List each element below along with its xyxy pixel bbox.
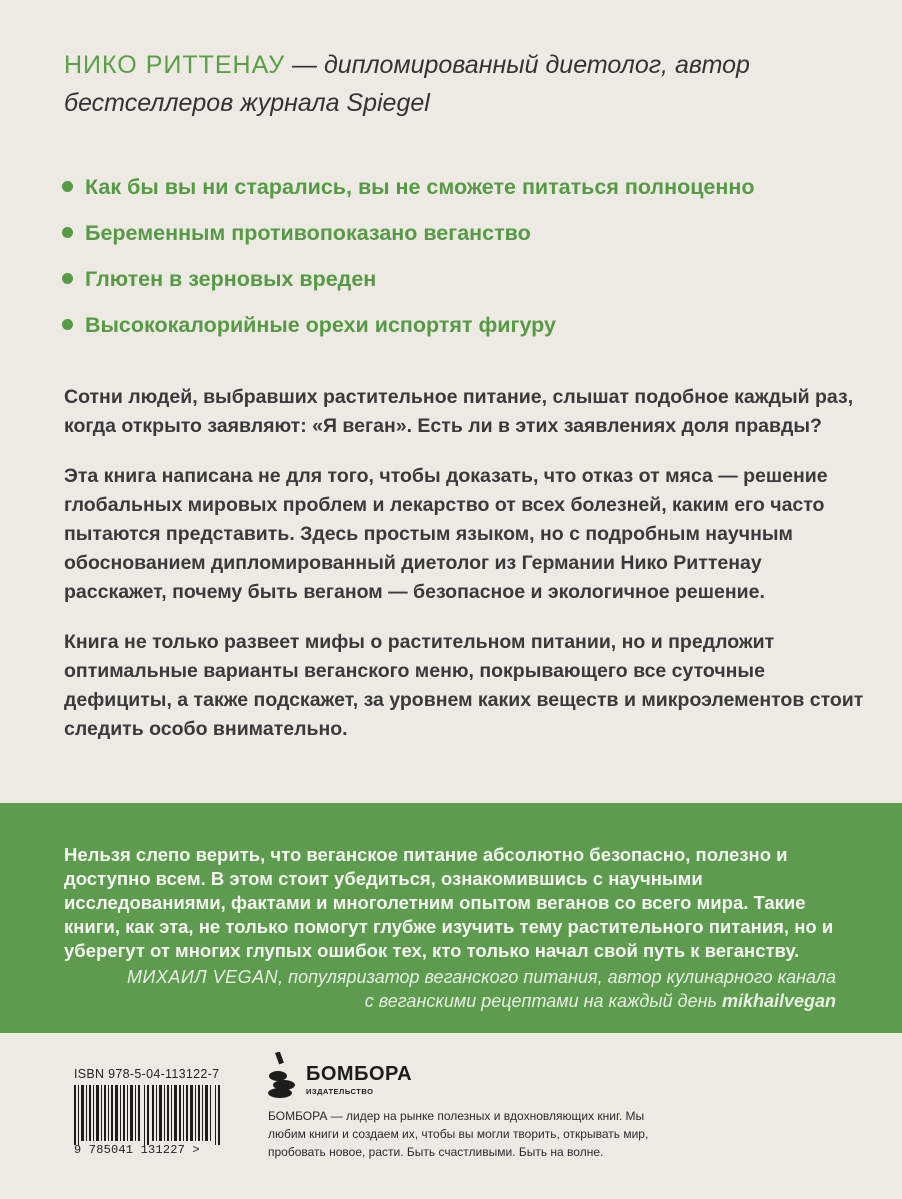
author-block bbox=[64, 46, 864, 122]
testimonial-author-name: МИХАИЛ VEGAN bbox=[127, 967, 279, 987]
publisher-logo-text: БОМБОРА bbox=[306, 1063, 413, 1085]
testimonial-author-handle: mikhailvegan bbox=[721, 991, 836, 1011]
author-description: — дипломированный диетолог, автор bbox=[292, 51, 750, 79]
author-name: НИКО РИТТЕНАУ bbox=[64, 51, 286, 79]
barcode-digits: 9 785041 131227 > bbox=[74, 1143, 200, 1157]
description-paragraph: Эта книга написана не для того, чтобы доказать, что отказ от мяса — решение глобальных мировых проблем и лекарство от всех болезней, каким его часто пытаются представить. Здесь простым языком, но с подробным научным обоснованием дипломированный диетолог из Германии Нико Риттенау расскажет, почему быть веганом — безопасное и экологичное решение. bbox=[64, 465, 828, 603]
barcode bbox=[74, 1085, 224, 1145]
testimonial-band bbox=[0, 803, 902, 1033]
bullet-dot-icon bbox=[62, 319, 73, 330]
publisher-blurb: БОМБОРА — лидер на рынке полезных и вдохновляющих книг. Мы любим книги и создаем их, чтобы вы могли творить, открывать мир, пробовать новое, расти. Быть счастливыми. Быть на волне. bbox=[268, 1109, 649, 1159]
bullet-dot-icon bbox=[62, 181, 73, 192]
myths-list bbox=[62, 168, 862, 352]
testimonial-author: МИХАИЛ VEGAN, популяризатор веганского питания, автор кулинарного канала с веганскими рецептами на каждый день mikhailvegan bbox=[127, 967, 836, 1011]
publisher-logo-subtitle: ИЗДАТЕЛЬСТВО bbox=[306, 1087, 374, 1096]
myth-item: Высококалорийные орехи испортят фигуру bbox=[62, 306, 862, 352]
bombora-logo-icon bbox=[268, 1052, 302, 1098]
bullet-dot-icon bbox=[62, 273, 73, 284]
description-paragraph: Книга не только развеет мифы о растительном питании, но и предложит оптимальные варианты веганского меню, покрывающего все суточные дефициты, а также подскажет, за уровнем каких веществ и микроэлементов стоит следить особо внимательно. bbox=[64, 631, 864, 740]
description bbox=[64, 383, 864, 765]
bullet-dot-icon bbox=[62, 227, 73, 238]
author-description-line2: бестселлеров журнала Spiegel bbox=[64, 89, 430, 117]
myth-item: Как бы вы ни старались, вы не сможете питаться полноценно bbox=[62, 168, 862, 214]
myth-item: Беременным противопоказано веганство bbox=[62, 214, 862, 260]
isbn: ISBN 978-5-04-113122-7 bbox=[74, 1067, 220, 1081]
testimonial-quote: Нельзя слепо верить, что веганское питание абсолютно безопасно, полезно и доступно всем. В этом стоит убедиться, ознакомившись с научными исследованиями, фактами и многолетним опытом веганов со всего мира. Такие книги, как эта, не только помогут глубже изучить тему растительного питания, но и уберегут от многих глупых ошибок тех, кто только начал свой путь к веганству. bbox=[64, 844, 834, 961]
description-paragraph: Сотни людей, выбравших растительное питание, слышат подобное каждый раз, когда открыто заявляют: «Я веган». Есть ли в этих заявлениях доля правды? bbox=[64, 386, 854, 437]
myth-item: Глютен в зерновых вреден bbox=[62, 260, 862, 306]
